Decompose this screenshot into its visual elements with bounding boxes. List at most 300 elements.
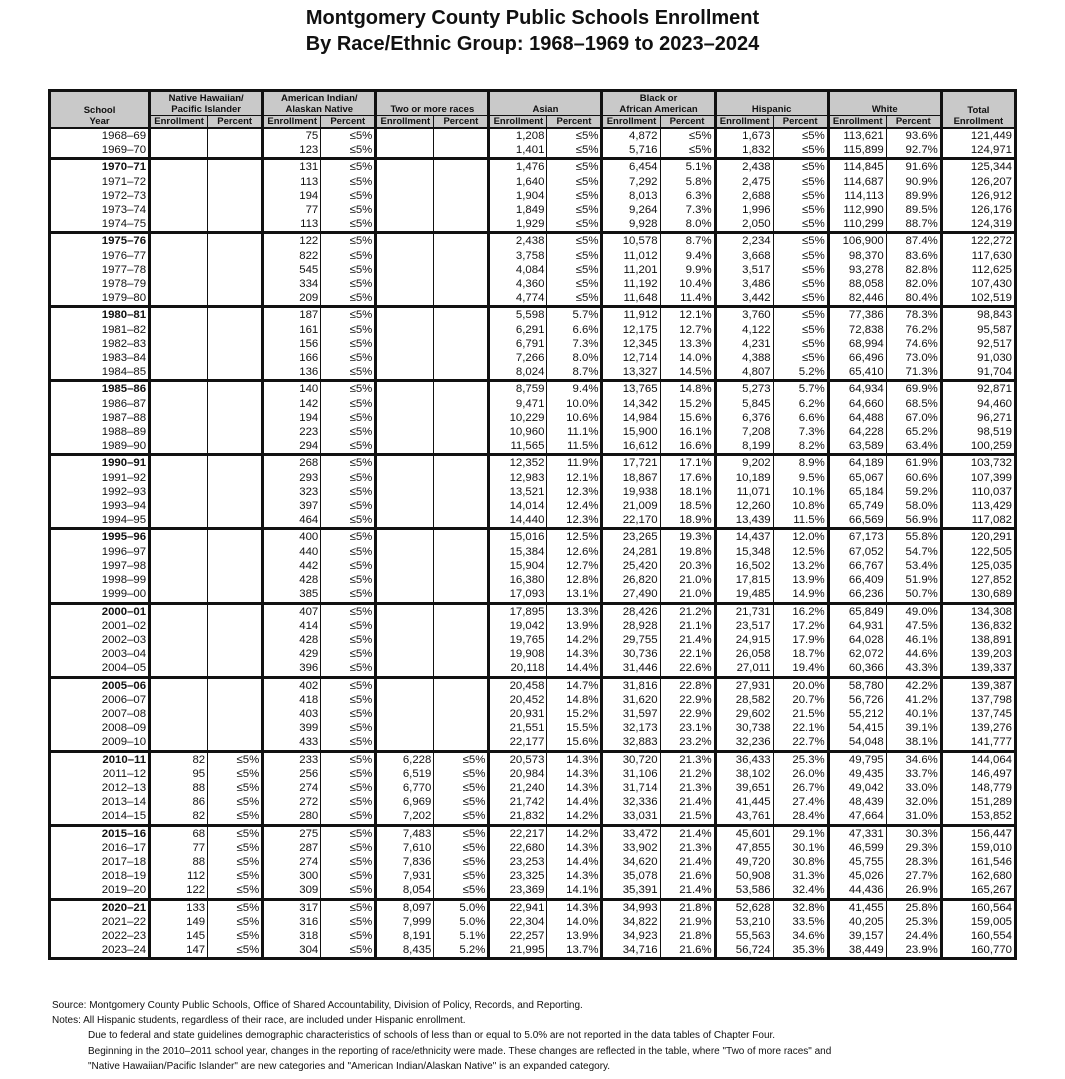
school-year-cell: 2017–18 [50, 855, 150, 869]
enrollment-cell: 6,791 [489, 337, 547, 351]
percent-cell [434, 233, 489, 249]
total-enrollment-cell: 107,430 [970, 278, 1012, 291]
enrollment-cell: 34,716 [602, 943, 660, 959]
table-row [50, 365, 1016, 381]
enrollment-cell: 25,420 [602, 559, 660, 573]
table-row [50, 559, 1016, 573]
percent-cell: 18.1% [660, 485, 715, 499]
enrollment-cell: 17,815 [715, 573, 773, 587]
percent-cell: 56.9% [886, 513, 941, 529]
percent-cell [208, 249, 263, 263]
enrollment-cell: 3,668 [715, 249, 773, 263]
enrollment-cell: 33,902 [602, 841, 660, 855]
percent-cell: ≤5% [434, 767, 489, 781]
school-year-cell: 2000–01 [50, 603, 150, 619]
table-row [50, 841, 1016, 855]
percent-cell: 41.2% [886, 693, 941, 707]
percent-cell: 63.4% [886, 439, 941, 455]
percent-cell: 23.1% [660, 721, 715, 735]
enrollment-cell: 72,838 [828, 323, 886, 337]
notes-label: Notes: [52, 1015, 81, 1027]
percent-cell: ≤5% [547, 277, 602, 291]
percent-cell: 11.4% [660, 291, 715, 307]
school-year-cell: 1976–77 [50, 249, 150, 263]
enrollment-cell: 8,024 [489, 365, 547, 381]
percent-cell: ≤5% [547, 291, 602, 307]
enrollment-cell [376, 619, 434, 633]
percent-cell [434, 471, 489, 485]
percent-cell: ≤5% [208, 767, 263, 781]
total-enrollment-cell: 159,010 [970, 841, 1012, 854]
percent-cell: 9.5% [773, 471, 828, 485]
enrollment-cell: 112 [150, 869, 208, 883]
percent-subheader: Percent [434, 116, 489, 129]
enrollment-cell: 8,759 [489, 381, 547, 397]
percent-cell: 5.0% [434, 899, 489, 915]
percent-cell: 10.4% [660, 277, 715, 291]
percent-cell [434, 455, 489, 471]
percent-cell: 13.7% [547, 943, 602, 959]
enrollment-cell: 29,602 [715, 707, 773, 721]
percent-cell: ≤5% [321, 573, 376, 587]
enrollment-cell: 66,569 [828, 513, 886, 529]
enrollment-cell: 12,352 [489, 455, 547, 471]
percent-cell: 14.5% [660, 365, 715, 381]
enrollment-cell: 396 [263, 661, 321, 677]
table-row [50, 735, 1016, 751]
enrollment-cell: 20,984 [489, 767, 547, 781]
enrollment-cell: 24,915 [715, 633, 773, 647]
enrollment-cell [150, 307, 208, 323]
table-row [50, 217, 1016, 233]
percent-cell: ≤5% [321, 661, 376, 677]
enrollment-cell: 98,370 [828, 249, 886, 263]
enrollment-cell [376, 217, 434, 233]
table-row [50, 751, 1016, 767]
enrollment-cell: 86 [150, 795, 208, 809]
school-year-cell: 1987–88 [50, 411, 150, 425]
percent-cell: 12.1% [547, 471, 602, 485]
enrollment-cell: 64,488 [828, 411, 886, 425]
percent-cell: ≤5% [547, 159, 602, 175]
source-note: Source: Montgomery County Public Schools, Office of Shared Accountability, Division of Policy, Records, and Reporting. [52, 1000, 583, 1011]
enrollment-cell [150, 721, 208, 735]
total-enrollment-cell: 151,289 [970, 796, 1012, 809]
percent-cell: 18.7% [773, 647, 828, 661]
school-year-cell: 1977–78 [50, 263, 150, 277]
percent-cell [208, 323, 263, 337]
percent-cell [434, 337, 489, 351]
enrollment-cell: 161 [263, 323, 321, 337]
enrollment-cell: 7,610 [376, 841, 434, 855]
percent-cell: ≤5% [321, 647, 376, 661]
enrollment-cell: 268 [263, 455, 321, 471]
enrollment-cell: 3,486 [715, 277, 773, 291]
percent-cell [208, 603, 263, 619]
percent-cell [208, 128, 263, 143]
percent-cell: 88.7% [886, 217, 941, 233]
percent-cell [208, 721, 263, 735]
percent-cell: ≤5% [321, 529, 376, 545]
school-year-cell: 1996–97 [50, 545, 150, 559]
percent-cell [434, 619, 489, 633]
enrollment-cell: 23,325 [489, 869, 547, 883]
percent-cell: ≤5% [321, 455, 376, 471]
enrollment-cell: 3,758 [489, 249, 547, 263]
total-enrollment-cell: 156,447 [941, 825, 1015, 841]
percent-cell: 93.6% [886, 128, 941, 143]
enrollment-cell: 30,720 [602, 751, 660, 767]
enrollment-cell [150, 513, 208, 529]
percent-cell: 14.2% [547, 633, 602, 647]
enrollment-cell: 16,612 [602, 439, 660, 455]
school-year-cell: 1972–73 [50, 189, 150, 203]
enrollment-cell: 63,589 [828, 439, 886, 455]
percent-cell: 23.9% [886, 943, 941, 959]
enrollment-cell: 22,170 [602, 513, 660, 529]
enrollment-cell: 43,761 [715, 809, 773, 825]
enrollment-cell: 402 [263, 677, 321, 693]
percent-cell [208, 189, 263, 203]
enrollment-cell: 1,640 [489, 175, 547, 189]
percent-cell: 12.5% [773, 545, 828, 559]
enrollment-cell: 194 [263, 411, 321, 425]
percent-cell: 14.8% [547, 693, 602, 707]
percent-cell: 47.5% [886, 619, 941, 633]
percent-cell: 14.3% [547, 899, 602, 915]
percent-cell: 21.3% [660, 841, 715, 855]
percent-cell: 29.3% [886, 841, 941, 855]
enrollment-cell [376, 587, 434, 603]
enrollment-cell: 32,173 [602, 721, 660, 735]
enrollment-cell: 323 [263, 485, 321, 499]
percent-cell: 8.9% [773, 455, 828, 471]
percent-cell: 15.5% [547, 721, 602, 735]
enrollment-cell [150, 573, 208, 587]
percent-cell: ≤5% [321, 721, 376, 735]
percent-cell: ≤5% [321, 781, 376, 795]
percent-cell: 39.1% [886, 721, 941, 735]
enrollment-cell [150, 159, 208, 175]
percent-cell: 26.7% [773, 781, 828, 795]
enrollment-cell [376, 277, 434, 291]
enrollment-cell [150, 559, 208, 573]
enrollment-cell: 56,724 [715, 943, 773, 959]
percent-cell: 25.3% [886, 915, 941, 929]
enrollment-cell: 14,437 [715, 529, 773, 545]
percent-cell: 65.2% [886, 425, 941, 439]
enrollment-cell: 11,192 [602, 277, 660, 291]
enrollment-cell: 6,291 [489, 323, 547, 337]
enrollment-cell [376, 249, 434, 263]
enrollment-cell: 95 [150, 767, 208, 781]
percent-cell: 34.6% [773, 929, 828, 943]
percent-cell: 14.9% [773, 587, 828, 603]
enrollment-cell: 19,908 [489, 647, 547, 661]
percent-cell: 16.6% [660, 439, 715, 455]
percent-cell: ≤5% [321, 499, 376, 513]
total-enrollment-cell: 113,429 [971, 500, 1012, 513]
enrollment-cell: 11,565 [489, 439, 547, 455]
enrollment-cell: 147 [150, 943, 208, 959]
enrollment-cell: 46,599 [828, 841, 886, 855]
enrollment-cell: 114,845 [828, 159, 886, 175]
enrollment-cell [376, 425, 434, 439]
percent-cell: ≤5% [773, 175, 828, 189]
percent-cell: ≤5% [321, 825, 376, 841]
total-enrollment-cell: 100,259 [970, 440, 1012, 453]
group-header-line2: Pacific Islander [171, 104, 241, 115]
page-title: Montgomery County Public Schools Enrollment [305, 7, 760, 29]
enrollment-cell: 12,345 [602, 337, 660, 351]
enrollment-cell [150, 633, 208, 647]
enrollment-cell [376, 397, 434, 411]
school-year-header-top: School [83, 105, 116, 116]
table-body [50, 128, 1016, 959]
percent-cell: ≤5% [547, 233, 602, 249]
enrollment-cell: 23,517 [715, 619, 773, 633]
percent-cell: 14.0% [660, 351, 715, 365]
enrollment-cell: 317 [263, 899, 321, 915]
enrollment-cell: 10,960 [489, 425, 547, 439]
percent-cell: 14.7% [547, 677, 602, 693]
percent-cell: ≤5% [773, 128, 828, 143]
enrollment-cell: 40,205 [828, 915, 886, 929]
percent-cell [434, 128, 489, 143]
percent-cell: 14.0% [547, 915, 602, 929]
school-year-cell: 2002–03 [50, 633, 150, 647]
enrollment-cell: 19,042 [489, 619, 547, 633]
school-year-cell: 1993–94 [50, 499, 150, 513]
percent-cell: ≤5% [321, 425, 376, 439]
table-header [50, 91, 1016, 129]
percent-cell: ≤5% [434, 883, 489, 899]
enrollment-cell: 6,969 [376, 795, 434, 809]
table-row [50, 855, 1016, 869]
enrollment-cell: 22,257 [489, 929, 547, 943]
percent-cell: 14.3% [547, 781, 602, 795]
percent-cell: 21.4% [660, 795, 715, 809]
enrollment-cell: 2,050 [715, 217, 773, 233]
total-enrollment-cell: 103,732 [941, 455, 1015, 471]
percent-cell: 14.8% [660, 381, 715, 397]
percent-cell [434, 573, 489, 587]
percent-cell: ≤5% [547, 143, 602, 159]
enrollment-cell: 47,664 [828, 809, 886, 825]
percent-cell: ≤5% [321, 603, 376, 619]
enrollment-cell: 82 [150, 809, 208, 825]
enrollment-cell: 65,410 [828, 365, 886, 381]
enrollment-cell: 2,688 [715, 189, 773, 203]
total-enrollment-cell: 92,517 [977, 337, 1012, 350]
percent-cell: ≤5% [660, 143, 715, 159]
enrollment-cell: 6,454 [602, 159, 660, 175]
percent-cell: ≤5% [321, 439, 376, 455]
total-enrollment-cell: 121,449 [970, 130, 1012, 142]
percent-cell: ≤5% [321, 943, 376, 959]
percent-cell: 59.2% [886, 485, 941, 499]
enrollment-cell: 1,476 [489, 159, 547, 175]
percent-cell: ≤5% [773, 323, 828, 337]
enrollment-cell [150, 735, 208, 751]
percent-cell [208, 411, 263, 425]
percent-cell [208, 587, 263, 603]
percent-cell: 33.0% [886, 781, 941, 795]
enrollment-cell: 429 [263, 647, 321, 661]
percent-cell: ≤5% [321, 869, 376, 883]
percent-cell [434, 323, 489, 337]
enrollment-cell: 49,720 [715, 855, 773, 869]
enrollment-cell: 67,173 [828, 529, 886, 545]
enrollment-cell: 110,299 [828, 217, 886, 233]
total-enrollment-cell: 126,207 [970, 175, 1012, 188]
percent-cell: 55.8% [886, 529, 941, 545]
percent-cell: 10.1% [773, 485, 828, 499]
enrollment-cell: 49,042 [828, 781, 886, 795]
percent-cell: 80.4% [886, 291, 941, 307]
enrollment-cell: 28,426 [602, 603, 660, 619]
enrollment-cell [376, 175, 434, 189]
enrollment-cell: 304 [263, 943, 321, 959]
enrollment-cell: 49,435 [828, 767, 886, 781]
table-row [50, 619, 1016, 633]
group-header-american-indian [263, 91, 376, 116]
percent-cell: ≤5% [321, 381, 376, 397]
enrollment-cell: 464 [263, 513, 321, 529]
enrollment-cell: 316 [263, 915, 321, 929]
enrollment-cell: 75 [263, 128, 321, 143]
enrollment-cell: 15,348 [715, 545, 773, 559]
enrollment-cell [376, 143, 434, 159]
enrollment-cell: 187 [263, 307, 321, 323]
total-enrollment-cell: 112,625 [971, 263, 1012, 276]
enrollment-cell: 123 [263, 143, 321, 159]
percent-cell: 14.3% [547, 869, 602, 883]
table-row [50, 661, 1016, 677]
percent-cell: 26.9% [886, 883, 941, 899]
enrollment-cell [376, 661, 434, 677]
table-row [50, 499, 1016, 513]
enrollment-cell [150, 291, 208, 307]
percent-cell: ≤5% [321, 767, 376, 781]
percent-cell: 53.4% [886, 559, 941, 573]
percent-cell: ≤5% [773, 217, 828, 233]
school-year-cell: 1982–83 [50, 337, 150, 351]
enrollment-cell: 113 [263, 175, 321, 189]
percent-cell [208, 647, 263, 661]
percent-cell: 19.8% [660, 545, 715, 559]
school-year-cell: 2019–20 [50, 883, 150, 899]
enrollment-cell: 14,014 [489, 499, 547, 513]
percent-subheader: Percent [886, 116, 941, 129]
group-header-hispanic [715, 91, 828, 116]
enrollment-cell: 3,760 [715, 307, 773, 323]
enrollment-cell: 47,331 [828, 825, 886, 841]
enrollment-cell: 14,342 [602, 397, 660, 411]
enrollment-cell: 4,360 [489, 277, 547, 291]
percent-cell [434, 307, 489, 323]
school-year-cell: 1983–84 [50, 351, 150, 365]
total-enrollment-cell: 98,843 [941, 307, 1015, 323]
group-header-two-or-more [376, 91, 489, 116]
enrollment-cell [376, 735, 434, 751]
enrollment-cell: 2,475 [715, 175, 773, 189]
percent-cell: ≤5% [773, 351, 828, 365]
enrollment-cell: 5,273 [715, 381, 773, 397]
enrollment-cell: 65,849 [828, 603, 886, 619]
enrollment-cell: 8,097 [376, 899, 434, 915]
percent-cell: 25.3% [773, 751, 828, 767]
enrollment-cell: 13,327 [602, 365, 660, 381]
percent-cell [434, 721, 489, 735]
percent-cell: 17.2% [773, 619, 828, 633]
percent-cell: ≤5% [321, 915, 376, 929]
school-year-cell: 1969–70 [50, 143, 150, 159]
table-row [50, 307, 1016, 323]
enrollment-cell [376, 677, 434, 693]
enrollment-cell [150, 499, 208, 513]
percent-cell: ≤5% [547, 263, 602, 277]
total-enrollment-cell: 91,704 [977, 366, 1012, 379]
enrollment-cell: 64,931 [828, 619, 886, 633]
percent-cell: 25.8% [886, 899, 941, 915]
percent-cell: 14.3% [547, 647, 602, 661]
enrollment-table [48, 89, 1017, 960]
school-year-cell: 2008–09 [50, 721, 150, 735]
enrollment-cell [150, 485, 208, 499]
enrollment-cell: 13,439 [715, 513, 773, 529]
school-year-cell: 1998–99 [50, 573, 150, 587]
enrollment-cell: 66,496 [828, 351, 886, 365]
enrollment-cell: 77,386 [828, 307, 886, 323]
enrollment-cell: 77 [263, 203, 321, 217]
group-header-asian [489, 91, 602, 116]
enrollment-cell: 14,984 [602, 411, 660, 425]
percent-cell [434, 693, 489, 707]
enrollment-cell: 21,009 [602, 499, 660, 513]
enrollment-cell: 15,900 [602, 425, 660, 439]
table-row [50, 825, 1016, 841]
total-enrollment-cell: 160,554 [970, 929, 1012, 942]
enrollment-cell: 156 [263, 337, 321, 351]
enrollment-cell: 10,189 [715, 471, 773, 485]
enrollment-cell: 11,071 [715, 485, 773, 499]
percent-cell: 35.3% [773, 943, 828, 959]
enrollment-cell: 38,449 [828, 943, 886, 959]
table-row [50, 929, 1016, 943]
school-year-cell: 1970–71 [50, 159, 150, 175]
percent-cell: 13.1% [547, 587, 602, 603]
table-row [50, 899, 1016, 915]
percent-cell [434, 513, 489, 529]
enrollment-cell: 24,281 [602, 545, 660, 559]
total-enrollment-cell: 98,519 [977, 426, 1012, 439]
enrollment-cell: 48,439 [828, 795, 886, 809]
percent-cell [208, 707, 263, 721]
enrollment-cell: 7,483 [376, 825, 434, 841]
percent-cell: 14.1% [547, 883, 602, 899]
percent-cell [208, 529, 263, 545]
enrollment-cell: 65,749 [828, 499, 886, 513]
percent-cell [434, 587, 489, 603]
enrollment-cell: 149 [150, 915, 208, 929]
enrollment-cell: 4,122 [715, 323, 773, 337]
percent-cell: 69.9% [886, 381, 941, 397]
enrollment-cell: 31,816 [602, 677, 660, 693]
enrollment-cell: 1,849 [489, 203, 547, 217]
school-year-cell: 1995–96 [50, 529, 150, 545]
percent-cell [434, 249, 489, 263]
